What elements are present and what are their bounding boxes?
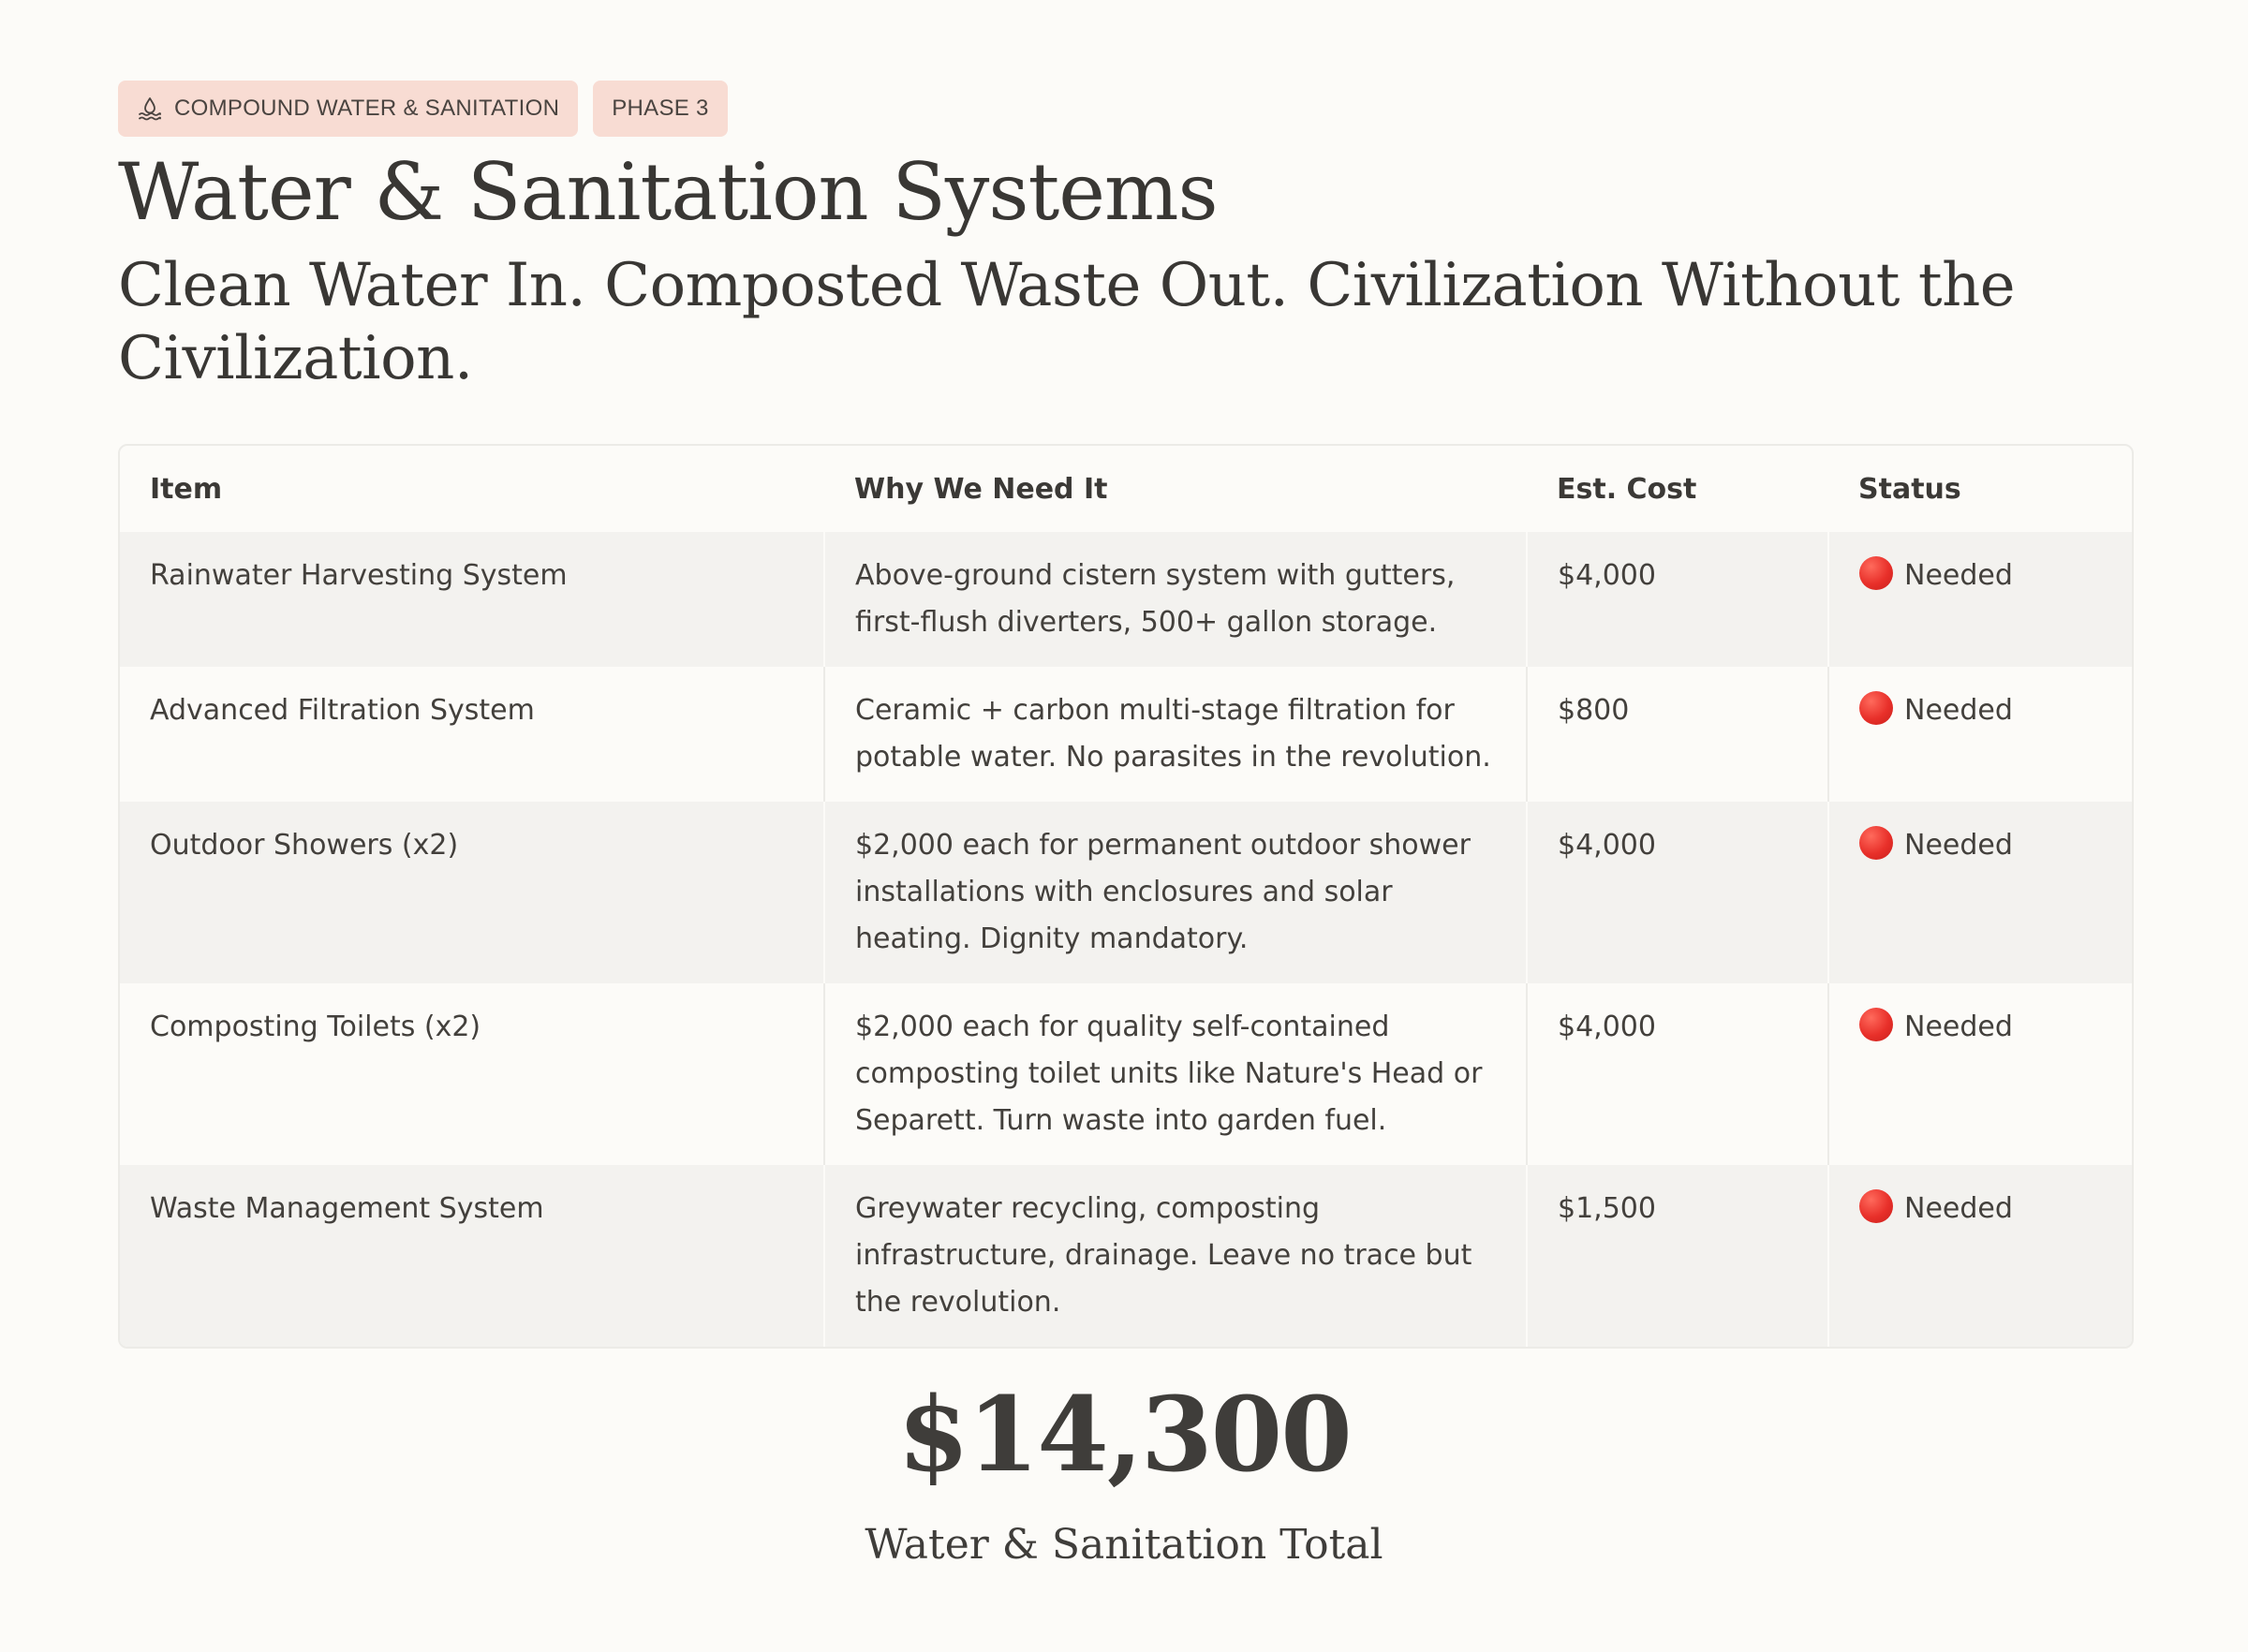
page-subtitle: Clean Water In. Composted Waste Out. Civilization Without the Civilization. xyxy=(118,251,2016,393)
page-title: Water & Sanitation Systems xyxy=(118,146,1218,238)
column-header-item: Item xyxy=(150,472,223,506)
status-cell xyxy=(1828,1165,2132,1347)
red-circle-icon xyxy=(1859,826,1893,860)
column-header-why: Why We Need It xyxy=(854,472,1108,506)
phase-tag-label: PHASE 3 xyxy=(612,96,709,121)
total-label: Water & Sanitation Total xyxy=(865,1521,1383,1569)
status-label: Needed xyxy=(1904,829,2013,862)
status-label: Needed xyxy=(1904,694,2013,727)
status-label: Needed xyxy=(1904,559,2013,592)
column-header-status: Status xyxy=(1858,472,1961,506)
table-header-row xyxy=(120,446,2132,532)
total-amount: $14,300 xyxy=(897,1374,1351,1495)
status-label: Needed xyxy=(1904,1010,2013,1043)
category-tag xyxy=(118,81,578,137)
table-row xyxy=(120,667,2132,802)
item-cell: Waste Management System xyxy=(150,1192,544,1225)
table-row xyxy=(120,1165,2132,1347)
tag-row xyxy=(118,81,728,137)
status-label: Needed xyxy=(1904,1192,2013,1225)
red-circle-icon xyxy=(1859,556,1893,590)
table-row xyxy=(120,802,2132,983)
water-drop-waves-icon xyxy=(137,96,163,122)
cost-cell: $4,000 xyxy=(1527,532,1828,667)
why-cell: $2,000 each for permanent outdoor shower installations with enclosures and solar heating. Dignity mandatory. xyxy=(824,802,1527,983)
status-cell xyxy=(1828,532,2132,667)
why-cell: Greywater recycling, composting infrastructure, drainage. Leave no trace but the revolution. xyxy=(824,1165,1527,1347)
budget-table xyxy=(118,444,2134,1349)
phase-tag xyxy=(593,81,727,137)
red-circle-icon xyxy=(1859,691,1893,725)
table-row xyxy=(120,983,2132,1165)
red-circle-icon xyxy=(1859,1008,1893,1041)
status-cell xyxy=(1828,983,2132,1165)
why-cell: Above-ground cistern system with gutters, first-flush diverters, 500+ gallon storage. xyxy=(824,532,1527,667)
status-cell xyxy=(1828,802,2132,983)
cost-cell: $1,500 xyxy=(1527,1165,1828,1347)
item-cell: Advanced Filtration System xyxy=(150,694,535,727)
cost-cell: $4,000 xyxy=(1527,802,1828,983)
item-cell: Composting Toilets (x2) xyxy=(150,1010,481,1043)
status-cell xyxy=(1828,667,2132,802)
why-cell: $2,000 each for quality self-contained composting toilet units like Nature's Head or Separett. Turn waste into garden fuel. xyxy=(824,983,1527,1165)
category-tag-label: COMPOUND WATER & SANITATION xyxy=(174,96,560,121)
cost-cell: $4,000 xyxy=(1527,983,1828,1165)
why-cell: Ceramic + carbon multi-stage filtration for potable water. No parasites in the revolution. xyxy=(824,667,1527,802)
table-row xyxy=(120,532,2132,667)
item-cell: Outdoor Showers (x2) xyxy=(150,829,459,862)
column-header-cost: Est. Cost xyxy=(1557,472,1697,506)
cost-cell: $800 xyxy=(1527,667,1828,802)
red-circle-icon xyxy=(1859,1189,1893,1223)
item-cell: Rainwater Harvesting System xyxy=(150,559,568,592)
